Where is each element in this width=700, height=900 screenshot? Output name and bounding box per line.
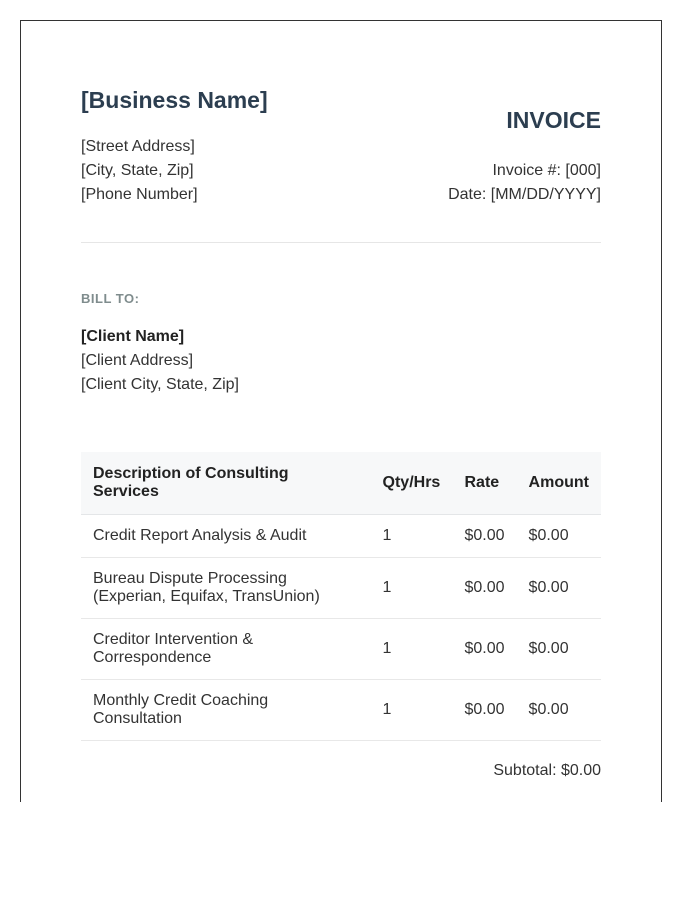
row-amount: $0.00 <box>517 514 601 557</box>
business-address-block <box>81 135 198 207</box>
table-row <box>81 514 601 557</box>
services-table <box>81 452 601 741</box>
row-amount: $0.00 <box>517 618 601 679</box>
row-qty: 1 <box>371 679 453 740</box>
row-description <box>81 679 371 740</box>
header-description: Description of Consulting Services <box>81 452 371 514</box>
header-rate: Rate <box>453 452 517 514</box>
bill-to-label: BILL TO: <box>81 291 140 306</box>
header-amount: Amount <box>517 452 601 514</box>
invoice-title: INVOICE <box>506 107 601 133</box>
business-phone: [Phone Number] <box>81 186 198 203</box>
subtotal: Subtotal: $0.00 <box>493 762 601 779</box>
row-amount: $0.00 <box>517 679 601 740</box>
row-description <box>81 557 371 618</box>
row-qty: 1 <box>371 618 453 679</box>
row-description <box>81 514 371 557</box>
row-rate: $0.00 <box>453 514 517 557</box>
table-row <box>81 557 601 618</box>
row-description-line2: (Experian, Equifax, TransUnion) <box>93 587 320 605</box>
business-street: [Street Address] <box>81 138 195 155</box>
table-row <box>81 618 601 679</box>
invoice-date: Date: [MM/DD/YYYY] <box>448 186 601 203</box>
invoice-number: Invoice #: [000] <box>492 162 601 179</box>
row-description-line2: Correspondence <box>93 648 212 666</box>
row-description-line1: Bureau Dispute Processing <box>93 569 287 587</box>
row-amount: $0.00 <box>517 557 601 618</box>
row-description-line1: Monthly Credit Coaching <box>93 691 269 709</box>
row-rate: $0.00 <box>453 557 517 618</box>
business-name: [Business Name] <box>81 87 268 113</box>
row-qty: 1 <box>371 514 453 557</box>
header-qty: Qty/Hrs <box>371 452 453 514</box>
header-divider <box>81 242 601 243</box>
row-description <box>81 618 371 679</box>
row-description-line1: Credit Report Analysis & Audit <box>93 526 307 544</box>
client-name: [Client Name] <box>81 328 185 345</box>
row-description-line2: Consultation <box>93 709 182 727</box>
table-header-row <box>81 452 601 514</box>
row-rate: $0.00 <box>453 679 517 740</box>
row-qty: 1 <box>371 557 453 618</box>
client-block <box>81 325 239 397</box>
row-rate: $0.00 <box>453 618 517 679</box>
client-address: [Client Address] <box>81 352 194 369</box>
row-description-line1: Creditor Intervention & <box>93 630 254 648</box>
invoice-page <box>20 20 662 802</box>
invoice-meta <box>448 159 601 207</box>
client-city: [Client City, State, Zip] <box>81 376 239 393</box>
table-row <box>81 679 601 740</box>
business-city: [City, State, Zip] <box>81 162 194 179</box>
